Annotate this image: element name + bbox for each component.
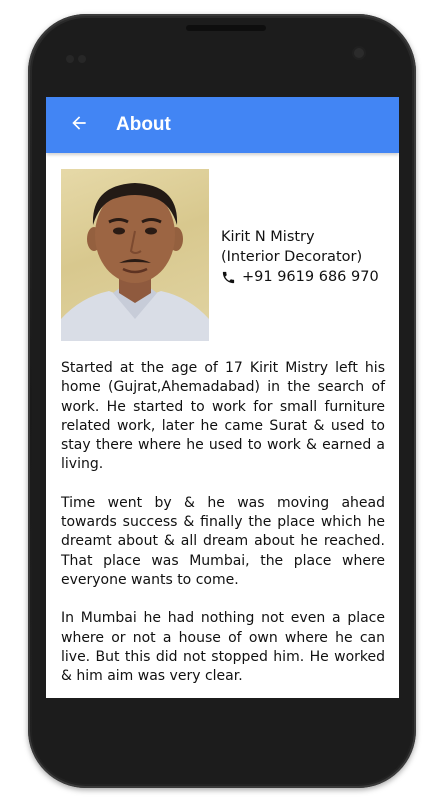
front-camera xyxy=(354,48,364,58)
app-screen xyxy=(46,97,399,698)
profile-section xyxy=(61,169,385,341)
sensor-dots xyxy=(66,48,90,67)
back-button[interactable] xyxy=(62,108,96,142)
phone-number: +91 9619 686 970 xyxy=(242,269,379,285)
app-bar xyxy=(46,97,399,153)
profile-name: Kirit N Mistry xyxy=(221,229,315,245)
speaker-grille xyxy=(186,25,266,31)
about-paragraph-2: Time went by & he was moving ahead towards success & finally the place which he dreamt about & all dream about he reached. That place was Mumbai, the place where everyone wants to come. xyxy=(61,494,385,588)
phone-icon xyxy=(221,270,236,285)
about-content xyxy=(46,153,399,686)
phone-number-row[interactable] xyxy=(221,267,379,287)
about-paragraph-1: Started at the age of 17 Kirit Mistry left his home (Gujrat,Ahemadabad) in the search of work. He started to work for small furniture related work, later he came Surat & used to stay there where he used to work & earned a living. xyxy=(61,360,385,473)
profile-photo xyxy=(61,169,209,341)
about-paragraph-3: In Mumbai he had nothing not even a place where or not a house of own where he can live. But this did not stopped him. He worked & him aim was very clear. xyxy=(61,610,385,685)
page-title: About xyxy=(116,114,171,135)
arrow-back-icon xyxy=(69,113,89,137)
profile-info xyxy=(221,227,379,287)
profile-role: (Interior Decorator) xyxy=(221,249,363,265)
